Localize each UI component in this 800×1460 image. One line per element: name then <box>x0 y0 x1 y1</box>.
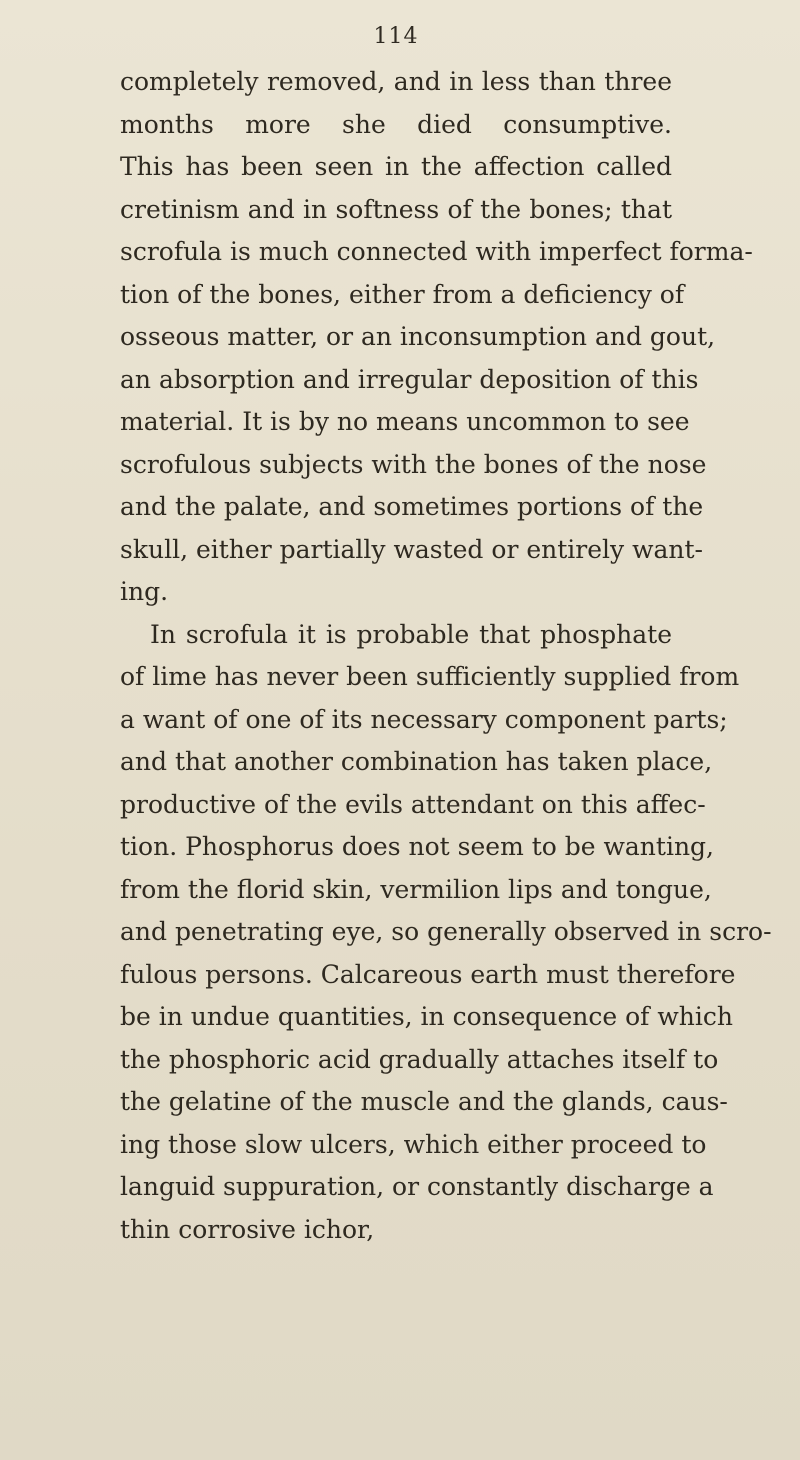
text-line: scrofula is much connected with imperfect forma- <box>120 237 753 266</box>
text-line: ing. <box>120 577 169 606</box>
text-line: cretinism and in softness of the bones; that <box>120 194 672 224</box>
text-line: the phosphoric acid gradually attaches itself to <box>120 1044 719 1074</box>
text-line: productive of the evils attendant on this affec- <box>120 789 706 819</box>
text-line: and penetrating eye, so generally observed in scro- <box>120 917 772 946</box>
text-line: an absorption and irregular deposition of this <box>120 364 699 394</box>
text-line: months more she died consumptive. <box>120 109 672 139</box>
text-line: a want of one of its necessary component parts; <box>120 704 728 734</box>
text-line: scrofulous subjects with the bones of the nose <box>120 449 707 479</box>
text-line: the gelatine of the muscle and the glands, caus- <box>120 1087 728 1116</box>
text-line: This has been seen in the affection called <box>120 152 672 181</box>
text-line: fulous persons. Calcareous earth must therefore <box>120 959 736 989</box>
text-line: skull, either partially wasted or entirely want- <box>120 534 703 564</box>
text-line: material. It is by no means uncommon to see <box>120 407 690 436</box>
paragraph-1 <box>120 61 753 614</box>
text-line: from the florid skin, vermilion lips and tongue, <box>120 874 712 904</box>
text-line: completely removed, and in less than three <box>120 67 672 96</box>
text-line: and the palate, and sometimes portions of the <box>120 492 704 521</box>
text-line: of lime has never been sufficiently supplied from <box>120 662 740 691</box>
text-line: be in undue quantities, in consequence of which <box>120 1002 733 1031</box>
text-line: and that another combination has taken place, <box>120 747 713 776</box>
text-line: tion. Phosphorus does not seem to be wanting, <box>120 832 715 861</box>
page-number: 114 <box>373 24 419 49</box>
text-line: osseous matter, or an inconsumption and gout, <box>120 322 716 351</box>
text-line: languid suppuration, or constantly discharge a <box>120 1172 714 1201</box>
text-line: tion of the bones, either from a deficiency of <box>120 279 685 309</box>
body-text <box>120 61 772 1251</box>
text-line: ing those slow ulcers, which either proceed to <box>120 1129 707 1159</box>
paragraph-2 <box>120 614 772 1252</box>
text-line: In scrofula it is probable that phosphate <box>150 619 672 649</box>
text-line: thin corrosive ichor, <box>120 1214 375 1244</box>
